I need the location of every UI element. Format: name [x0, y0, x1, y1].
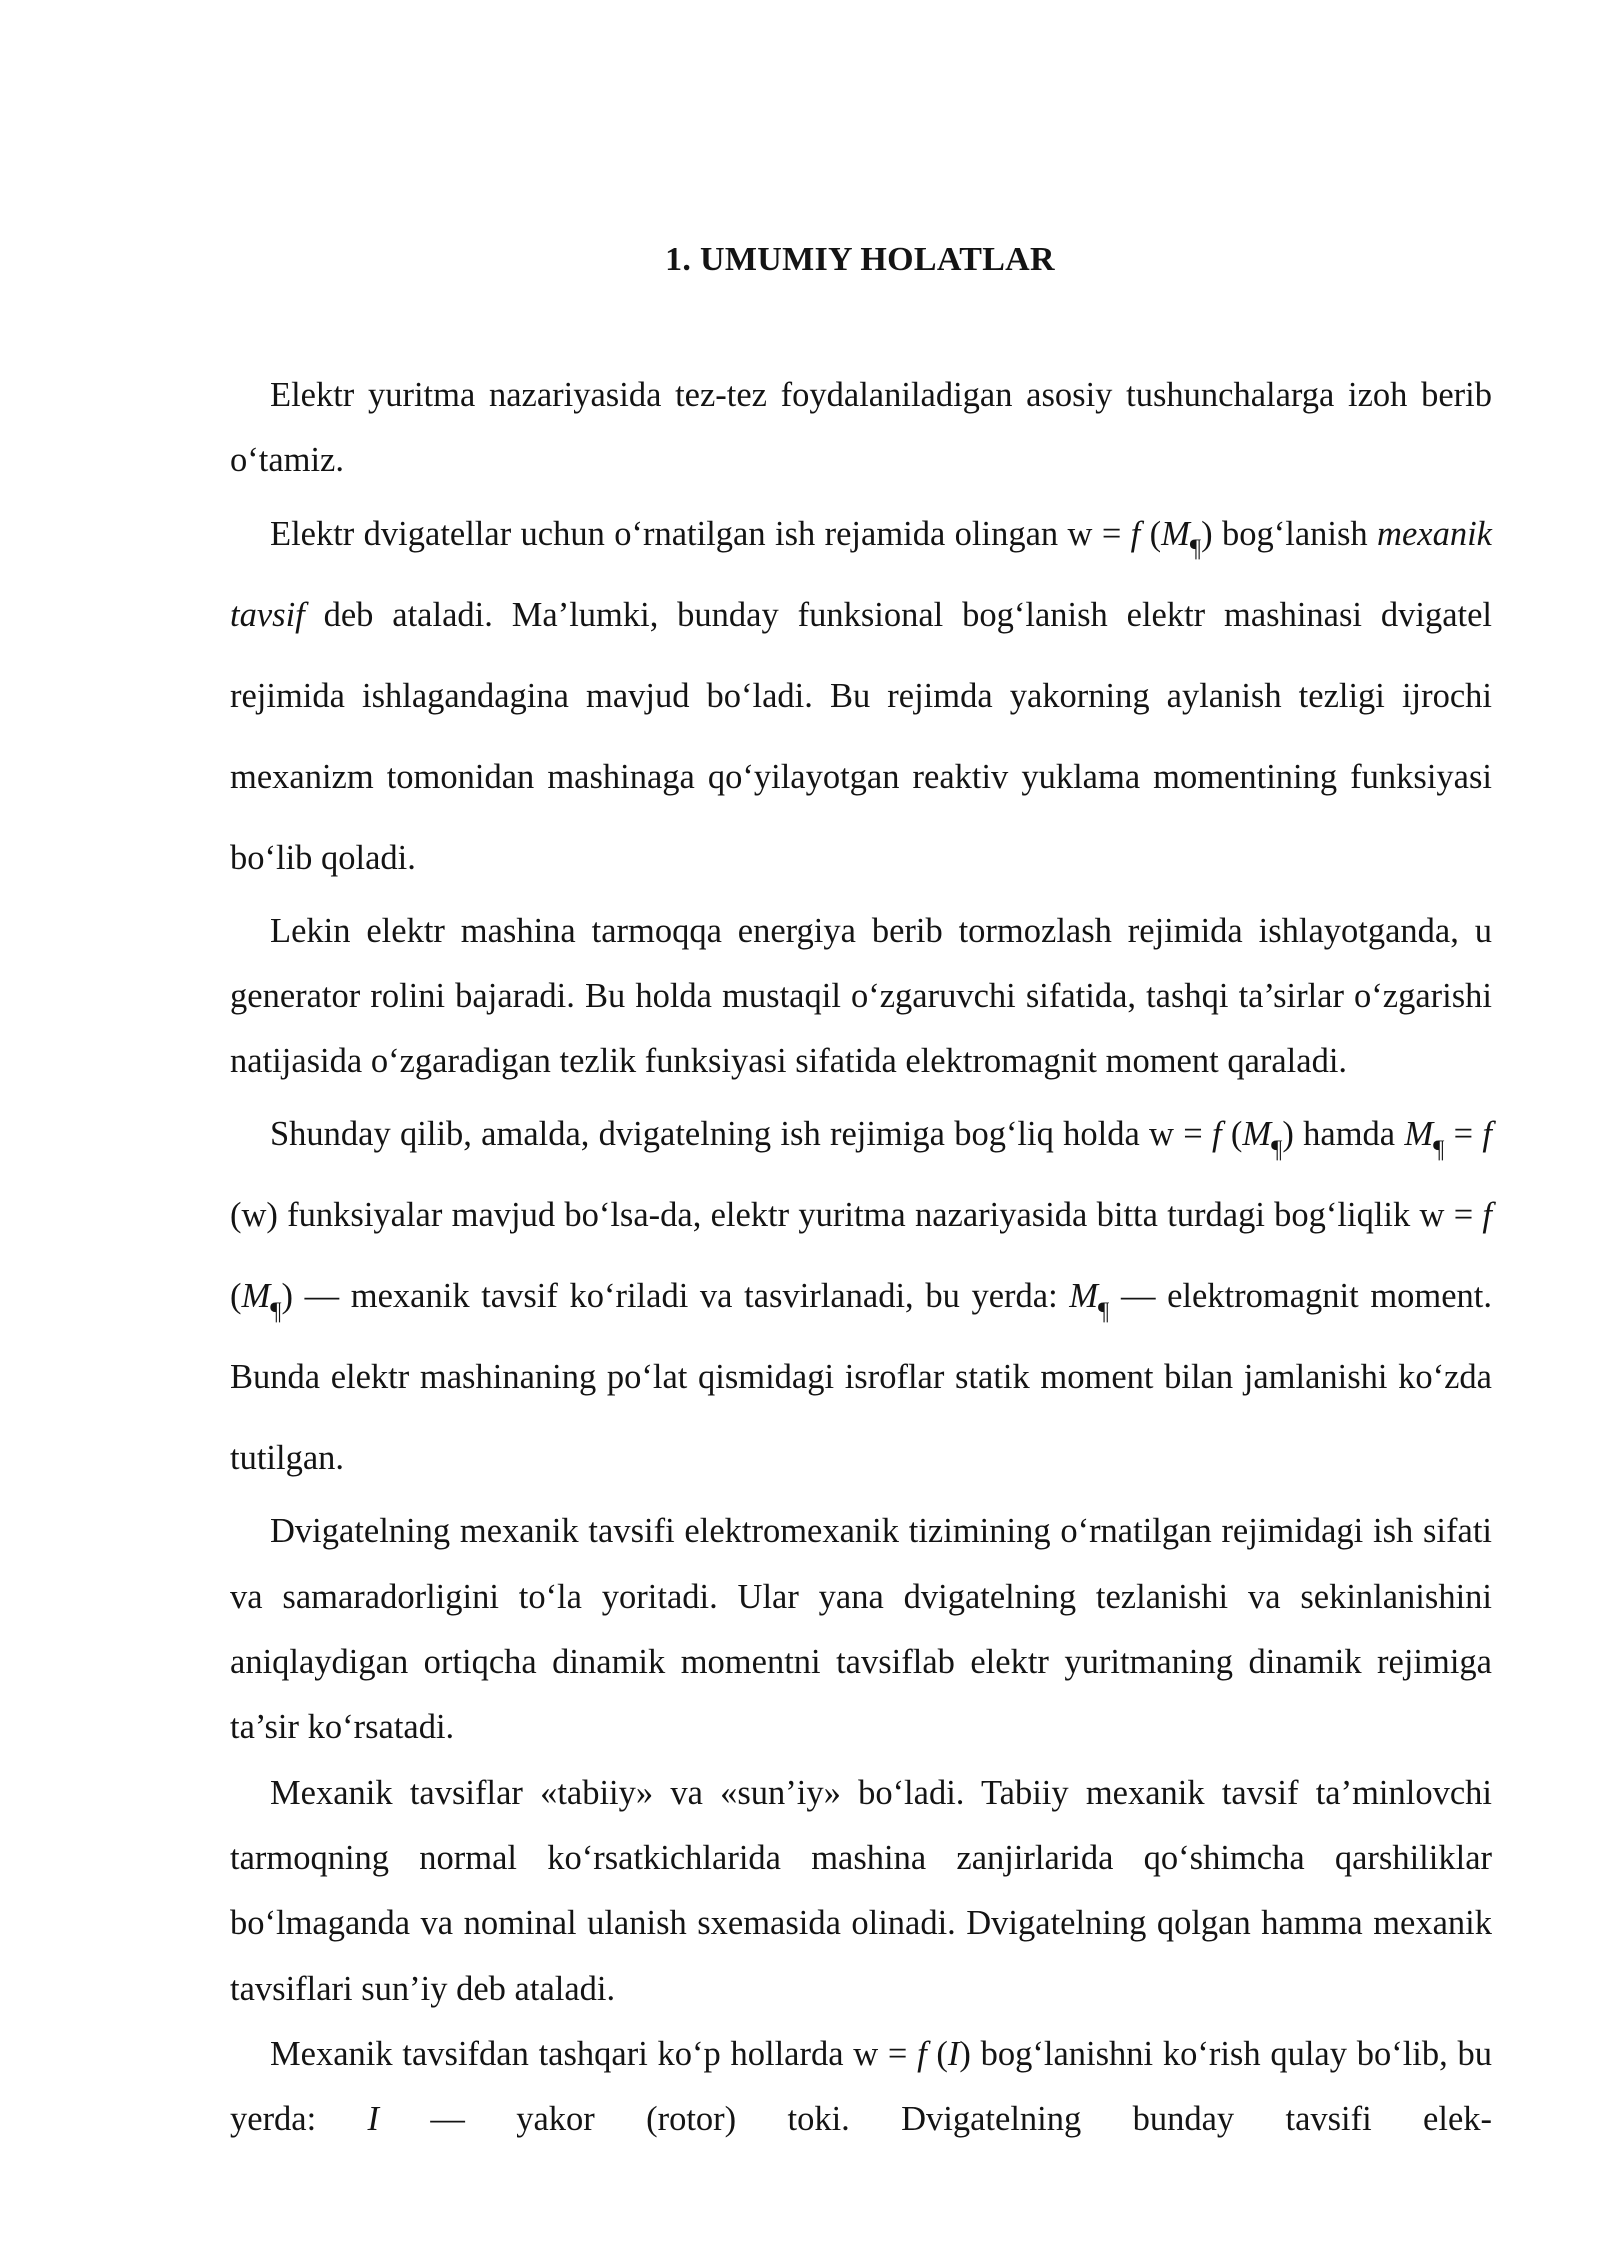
paragraph-1: Elektr yuritma nazariyasida tez-tez foydalaniladigan asosiy tushunchalarga izoh berib o‘tamiz.: [230, 376, 1492, 480]
paragraph-7: Mexanik tavsifdan tashqari ko‘p hollarda w = f (I) bog‘lanishni ko‘rish qulay bo‘lib, bu yerda: I — yakor (rotor) toki. Dvigatelning bunday tavsifi elek-: [230, 2034, 1493, 2139]
paragraph-4: Shunday qilib, amalda, dvigatelning ish rejimiga bog‘liq holda w = f $(M_\P)$ hamda $M_\P = f$ (w) funksiyalar mavjud bo‘lsa-da, elektr yuritma nazariyasida bitta turdagi bog‘liqlik w = f $(M_\P)$ — mexanik tavsif ko‘riladi va tasvirlanadi, bu yerda: $M_\P$ — elektromagnit moment. Bunda elektr mashinaning po‘lat qismidagi isroflar statik moment bilan jamlanishi ko‘zda tutilgan.: [230, 1115, 1493, 1478]
paragraph-3: Lekin elektr mashina tarmoqqa energiya berib tormozlash rejimida ishlayotganda, u generator rolini bajaradi. Bu holda mustaqil o‘zgaruvchi sifatida, tashqi ta’sirlar o‘zgarishi natijasida o‘zgaradigan tezlik funksiyasi sifatida elektromagnit moment qaraladi.: [230, 911, 1492, 1081]
paragraph-6: Mexanik tavsiflar «tabiiy» va «sun’iy» bo‘ladi. Tabiiy mexanik tavsif ta’minlovchi tarmoqning normal ko‘rsatkichlarida mashina zanjirlarida qo‘shimcha qarshiliklar bo‘lmaganda va nominal ulanish sxemasida olinadi. Dvigatelning qolgan hamma mexanik tavsiflari sun’iy deb ataladi.: [230, 1773, 1492, 2008]
paragraph-5: Dvigatelning mexanik tavsifi elektromexanik tizimining o‘rnatilgan rejimidagi ish sifati va samaradorligini to‘la yoritadi. Ular yana dvigatelning tezlanishi va sekinlanishini aniqlaydigan ortiqcha dinamik momentni tavsiflab elektr yuritmaning dinamik rejimiga ta’sir ko‘rsatadi.: [230, 1512, 1492, 1747]
section-title: 1. UMUMIY HOLATLAR: [665, 241, 1055, 278]
formula-I: I: [947, 2034, 960, 2073]
paragraph-2: Elektr dvigatellar uchun o‘rnatilgan ish rejamida olingan w = f $(M_\P)$ bog‘lanish mexanik tavsif deb ataladi. Ma’lumki, bunday funksional bog‘lanish elektr mashinasi dvigatel rejimida ishlagandagina mavjud bo‘ladi. Bu rejimda yakorning aylanish tezligi ijrochi mexanizm tomonidan mashinaga qo‘yilayotgan reaktiv yuklama momentining funksiyasi bo‘lib qoladi.: [230, 514, 1492, 877]
document-body: [230, 363, 1492, 2152]
formula-M: M: [1161, 514, 1190, 553]
formula-f: f: [1130, 514, 1141, 553]
term-mexanik-tavsif: mexanik tavsif: [230, 514, 1492, 634]
formula-subscript: ¶: [1189, 534, 1202, 562]
